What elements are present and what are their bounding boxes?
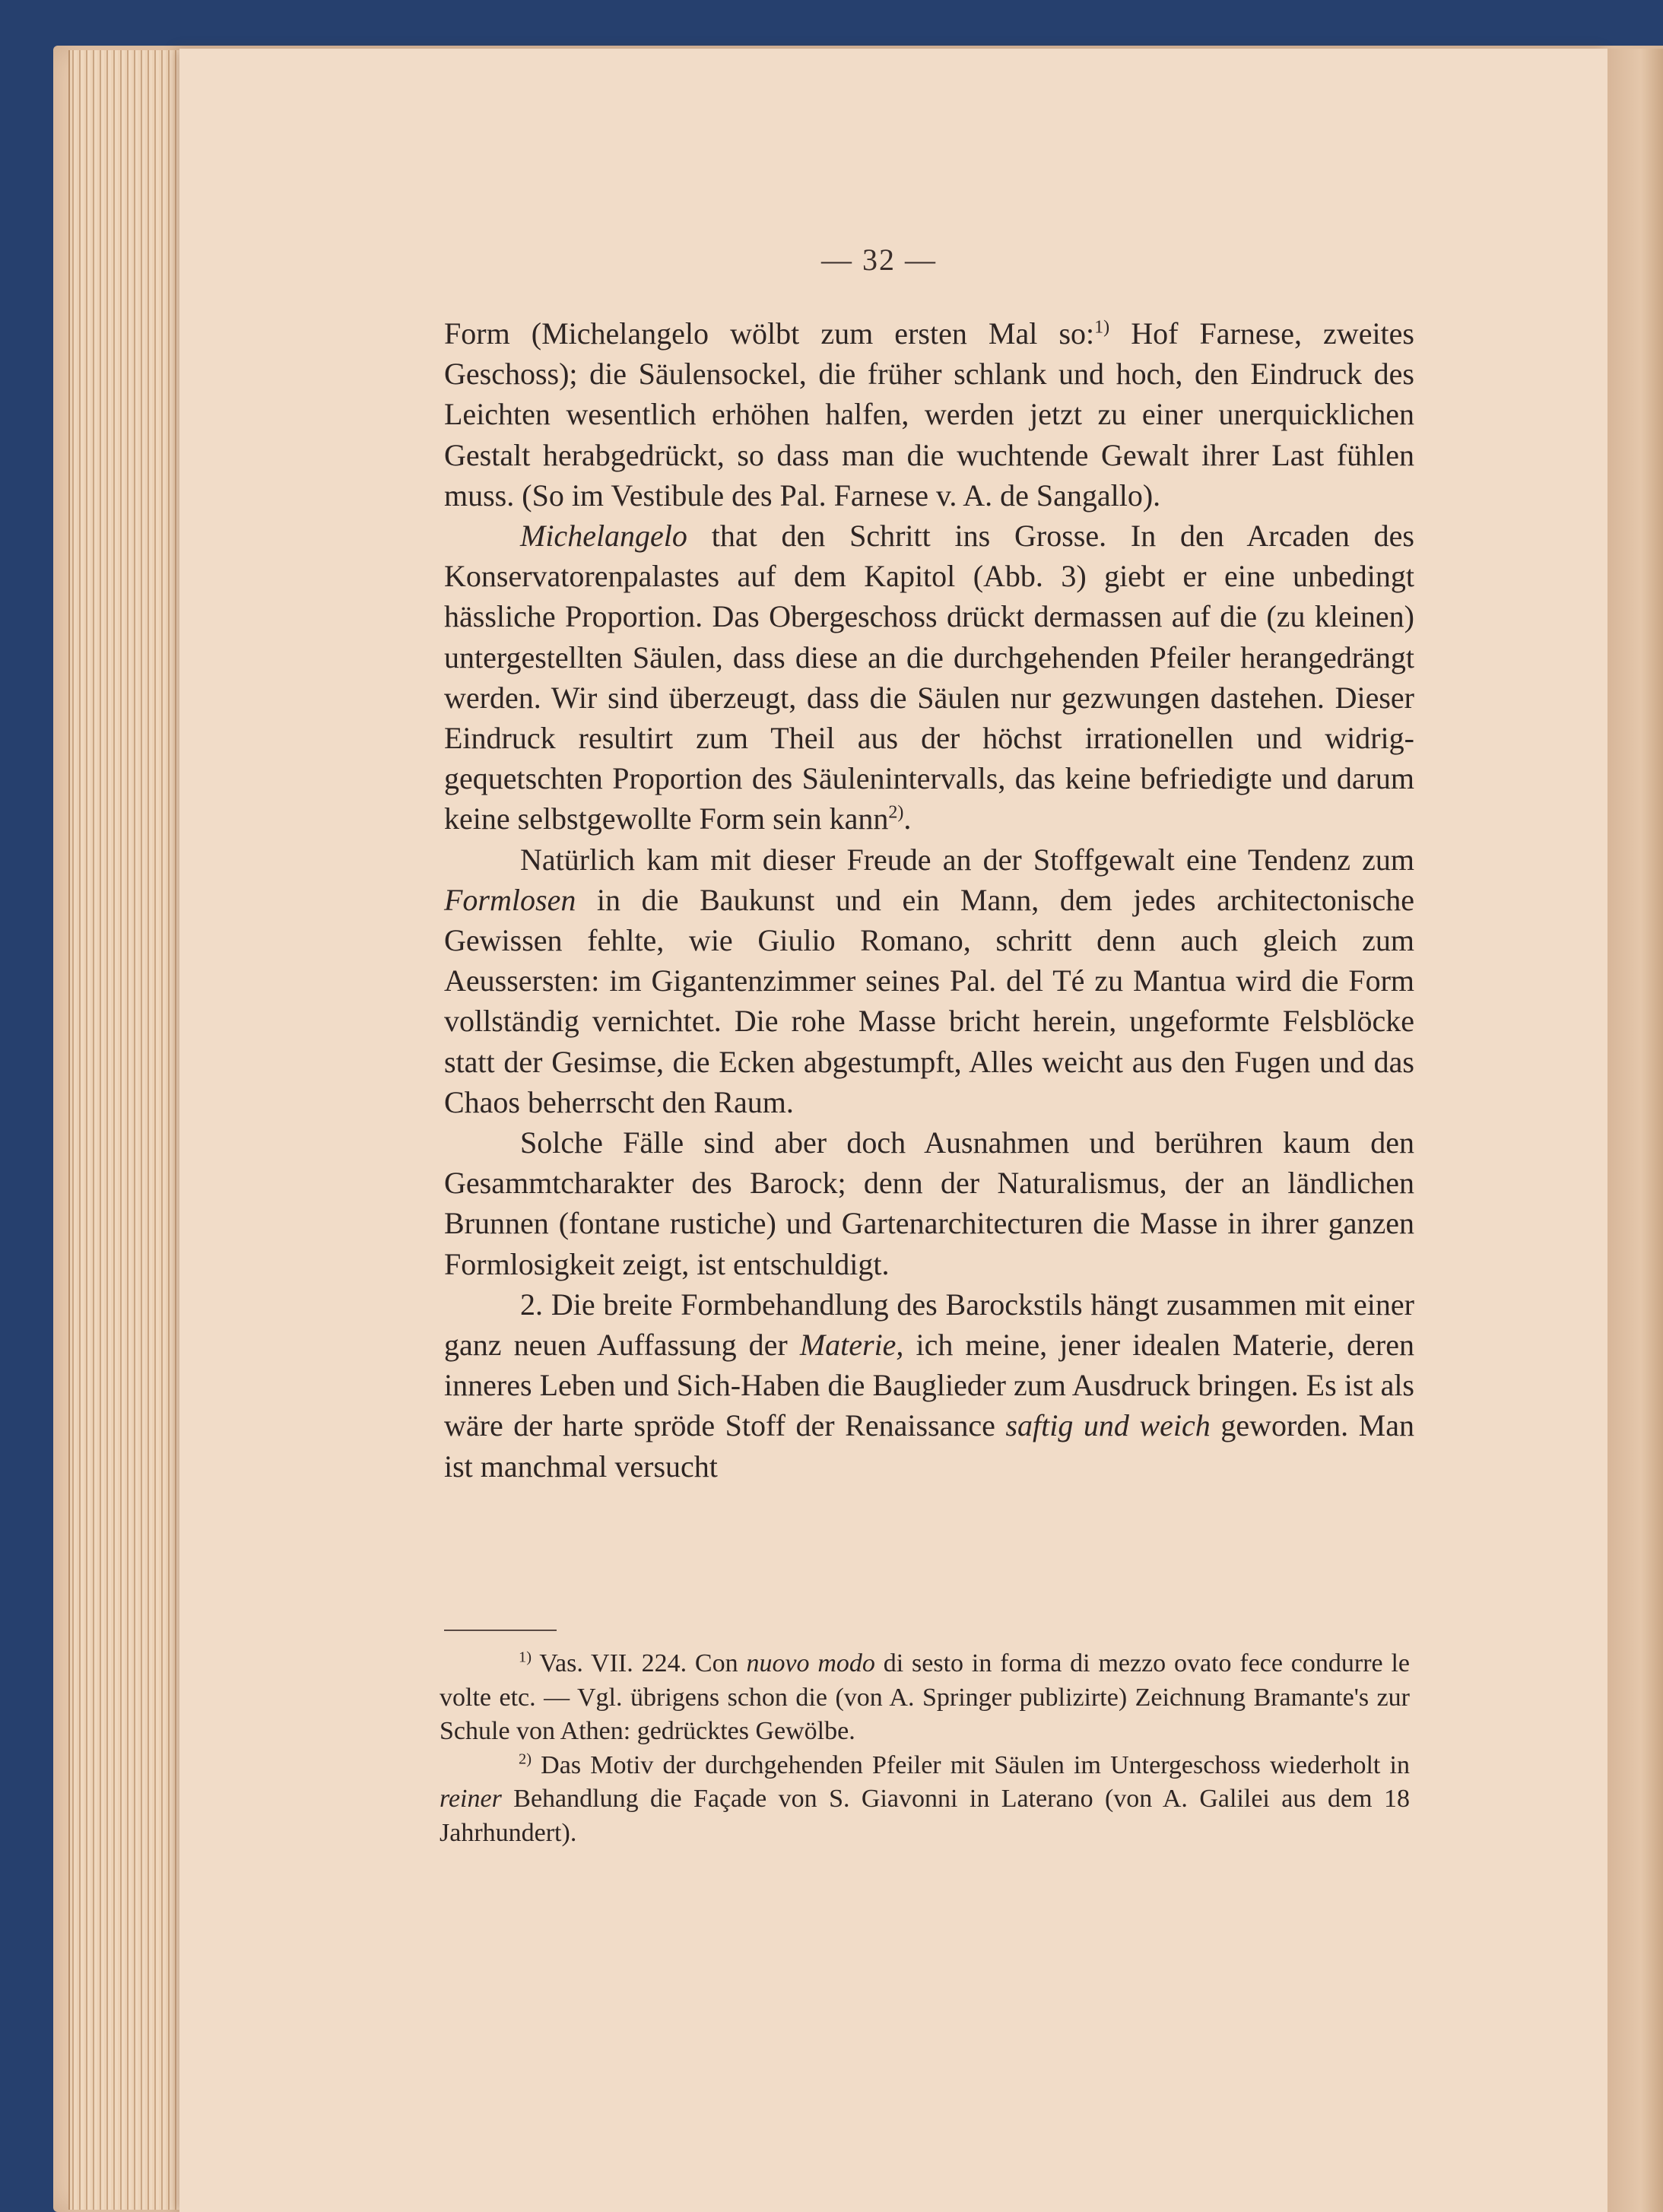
paragraph-5-italic-a: Materie, (799, 1328, 904, 1363)
paragraph-1-text-b: Hof Farnese, zweites Geschoss); die Säulensockel, die früher schlank und hoch, den Eindruck des Leichten wesentlich erhöhen halfen, werden jetzt zu einer unerquicklichen Gestalt herabgedrückt, so dass man die wuchtende Gewalt ihrer Last fühlen muss. (So im Vestibule des Pal. Farnese v. A. de Sangallo). (444, 316, 1414, 513)
paragraph-1-text-a: Form (Michelangelo wölbt zum ersten Mal so: (444, 316, 1095, 351)
footnote-ref-1: 1) (1094, 317, 1110, 338)
main-text (444, 313, 1414, 1487)
paragraph-2-text-b: . (903, 801, 912, 836)
page-number-header: — 32 — (821, 243, 937, 277)
paragraph-5-text-c: geworden. Man ist manchmal versucht (444, 1408, 1414, 1484)
right-page-edge (1607, 49, 1663, 2212)
footnote-2 (440, 1749, 1410, 1851)
footnote-divider (444, 1630, 557, 1631)
footnote-1-text-a: Vas. VII. 224. Con (532, 1649, 747, 1677)
paragraph-3-text-b: in die Baukunst und ein Mann, dem jedes architectonische Gewissen fehlte, wie Giulio Romano, schritt denn auch gleich zum Aeussersten: im Gigantenzimmer seines Pal. del Té zu Mantua wird die Form vollständig vernichtet. Die rohe Masse bricht herein, ungeformte Felsblöcke statt der Gesimse, die Ecken abgestumpft, Alles weicht aus den Fugen und das Chaos beherrscht den Raum. (444, 882, 1414, 1119)
footnote-2-text-b: Behandlung die Façade von S. Giavonni in Laterano (von A. Galilei aus dem 18 Jahrhundert). (440, 1785, 1410, 1847)
paragraph-5-italic-b: saftig und weich (1005, 1408, 1211, 1443)
footnote-2-italic: reiner (440, 1785, 502, 1814)
footnote-1-italic: nuovo modo (746, 1649, 875, 1677)
footnote-1-text-b: di sesto in forma di mezzo ovato fece condurre le volte etc. — Vgl. übrigens schon die (von A. Springer publizirte) Zeichnung Bramante's zur Schule von Athen: gedrücktes Gewölbe. (440, 1649, 1410, 1746)
paragraph-2-text-a: that den Schritt ins Grosse. In den Arcaden des Konservatorenpalastes auf dem Kapitol (Abb. 3) giebt er eine unbedingt hässliche Proportion. Das Obergeschoss drückt dermassen auf die (zu kleinen) untergestellten Säulen, dass diese an die durchgehenden Pfeiler herangedrängt werden. Wir sind überzeugt, dass die Säulen nur gezwungen dastehen. Dieser Eindruck resultirt zum Theil aus der höchst irrationellen und widrig-gequetschten Proportion des Säulenintervalls, das keine befriedigte und darum keine selbstgewollte Form sein kann (444, 519, 1414, 836)
paragraph-5-text-a: 2. Die breite Formbehandlung des Barockstils hängt zusammen mit einer ganz neuen Auffassung der (444, 1287, 1414, 1363)
paragraph-5 (444, 1284, 1414, 1487)
paragraph-4: Solche Fälle sind aber doch Ausnahmen und berühren kaum den Gesammtcharakter des Barock; denn der Naturalismus, der an ländlichen Brunnen (fontane rustiche) und Gartenarchitecturen die Masse in ihrer ganzen Formlosigkeit zeigt, ist entschuldigt. (444, 1125, 1414, 1281)
footnote-ref-2: 2) (888, 803, 904, 824)
footnotes (440, 1647, 1410, 1851)
footnote-1-mark: 1) (519, 1649, 532, 1666)
paragraph-2-italic: Michelangelo (520, 519, 687, 554)
footnote-2-mark: 2) (519, 1750, 532, 1768)
footnote-1 (440, 1647, 1410, 1749)
footnote-2-text-a: Das Motiv der durchgehenden Pfeiler mit Säulen im Untergeschoss wiederholt in (532, 1750, 1410, 1779)
page-stack-edge (68, 50, 192, 2210)
paragraph-3-italic: Formlosen (444, 882, 576, 917)
paragraph-5-text-b: ich meine, jener idealen Materie, deren inneres Leben und Sich-Haben die Bauglieder zum Ausdruck bringen. Es ist als wäre der harte spröde Stoff der Renaissance (444, 1328, 1415, 1443)
paragraph-3 (444, 839, 1414, 1122)
paragraph-2 (444, 516, 1414, 839)
paragraph-3-text-a: Natürlich kam mit dieser Freude an der Stoffgewalt eine Tendenz zum (520, 842, 1414, 877)
paragraph-1 (444, 313, 1414, 516)
